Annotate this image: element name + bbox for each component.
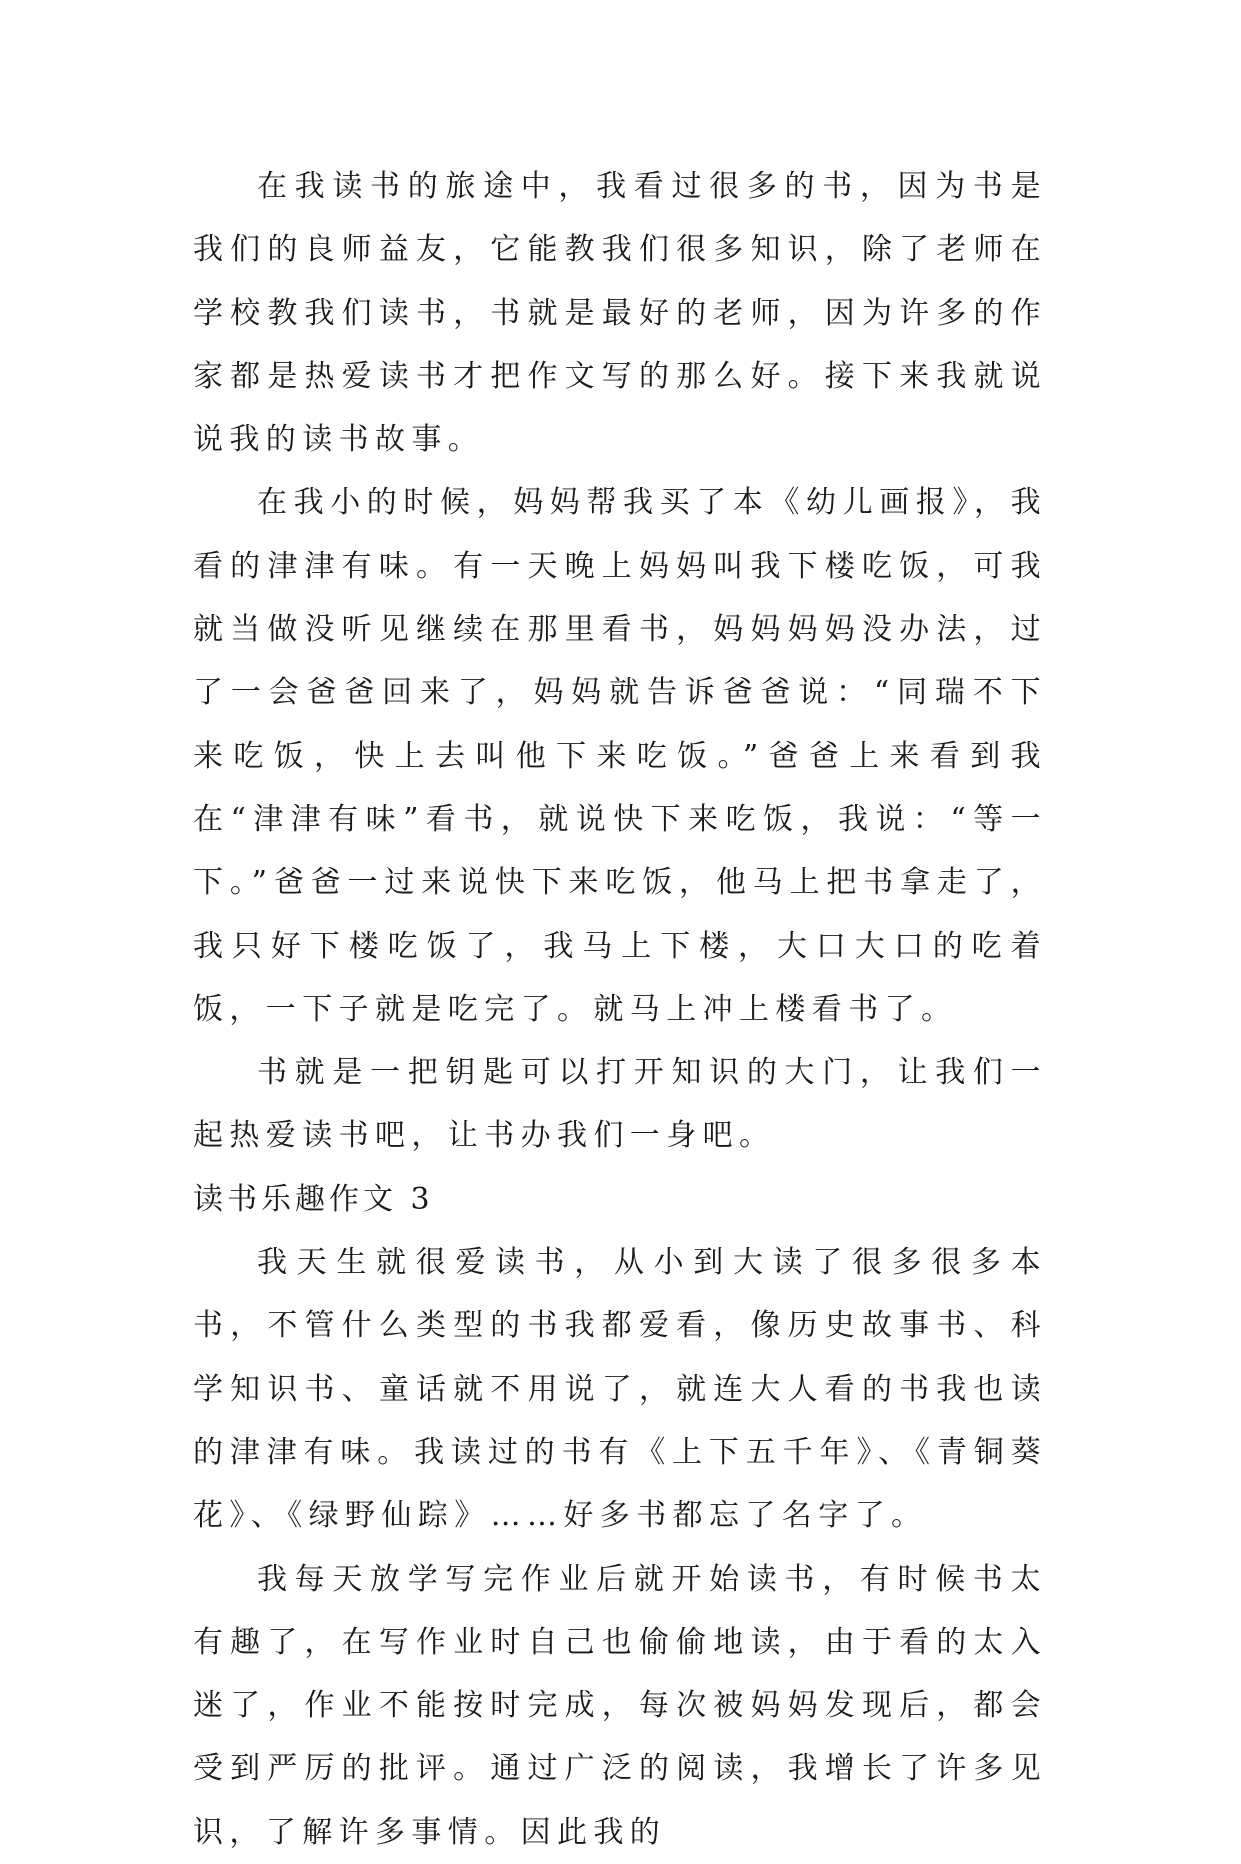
paragraph-1: 在我读书的旅途中，我看过很多的书，因为书是我们的良师益友，它能教我们很多知识，除了老师在学校教我们读书，书就是最好的老师，因为许多的作家都是热爱读书才把作文写的那么好。接下来我就说说我的读书故事。	[193, 169, 1047, 458]
section-heading: 读书乐趣作文 3	[193, 1181, 434, 1217]
document-body	[193, 155, 1047, 1864]
paragraph-4: 我天生就很爱读书，从小到大读了很多很多本书，不管什么类型的书我都爱看，像历史故事书、科学知识书、童话就不用说了，就连大人看的书我也读的津津有味。我读过的书有《上下五千年》、《青铜葵花》、《绿野仙踪》……好多书都忘了名字了。	[193, 1245, 1047, 1534]
paragraph-5: 我每天放学写完作业后就开始读书，有时候书太有趣了，在写作业时自己也偷偷地读，由于看的太入迷了，作业不能按时完成，每次被妈妈发现后，都会受到严厉的批评。通过广泛的阅读，我增长了许多见识，了解许多事情。因此我的	[193, 1561, 1047, 1850]
paragraph-2: 在我小的时候，妈妈帮我买了本《幼儿画报》，我看的津津有味。有一天晚上妈妈叫我下楼吃饭，可我就当做没听见继续在那里看书，妈妈妈妈没办法，过了一会爸爸回来了，妈妈就告诉爸爸说：“同瑞不下来吃饭，快上去叫他下来吃饭。”爸爸上来看到我在“津津有味”看书，就说快下来吃饭，我说：“等一下。”爸爸一过来说快下来吃饭，他马上把书拿走了，我只好下楼吃饭了，我马上下楼，大口大口的吃着饭，一下子就是吃完了。就马上冲上楼看书了。	[193, 485, 1047, 1027]
paragraph-3: 书就是一把钥匙可以打开知识的大门，让我们一起热爱读书吧，让书办我们一身吧。	[193, 1055, 1047, 1154]
